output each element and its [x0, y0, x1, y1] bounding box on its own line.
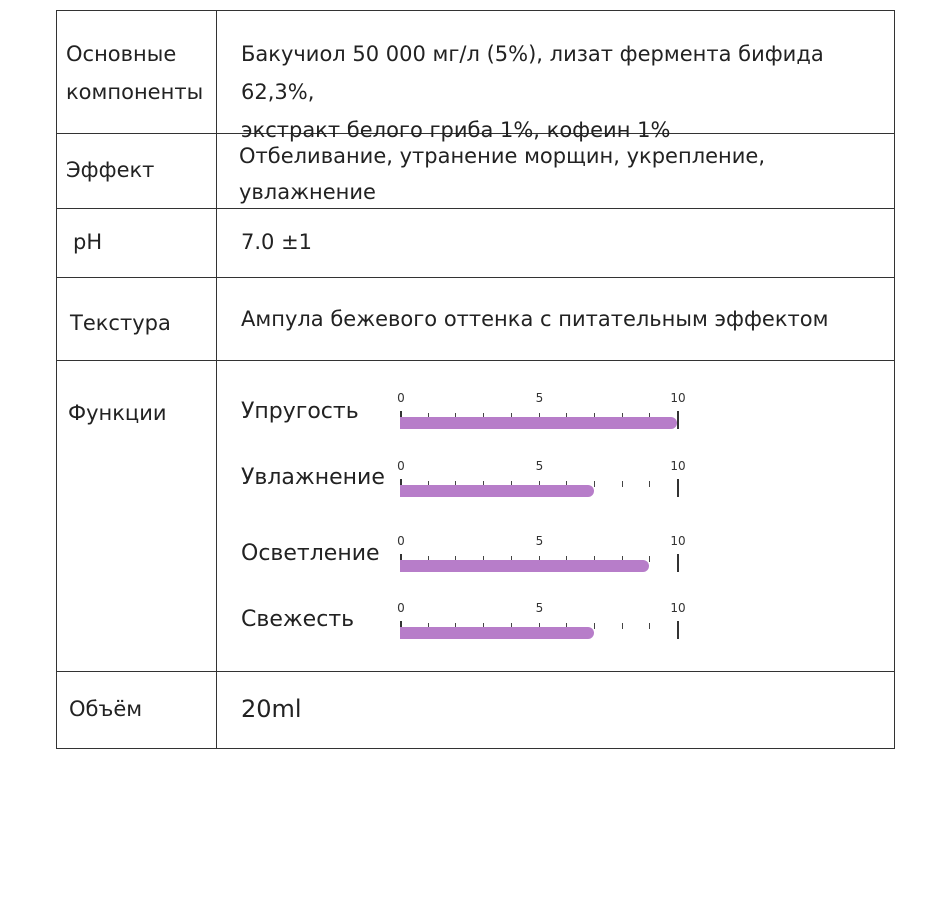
scale-tick-label: 5: [535, 534, 544, 548]
texture-label: Текстура: [70, 311, 171, 335]
row-ph: [57, 209, 894, 278]
scale-end-mark: [677, 411, 679, 429]
scale-tick-label: 0: [397, 391, 405, 405]
ph-value: 7.0 ±1: [241, 230, 313, 254]
scale-tick-label: 5: [535, 391, 544, 405]
scale-tick: [594, 481, 595, 487]
volume-value: 20ml: [241, 695, 302, 723]
scale-tick-label: 10: [670, 601, 686, 615]
scale-tick: [649, 623, 650, 629]
rating-bar: [400, 627, 594, 639]
rating-bar: [400, 485, 594, 497]
components-label: [66, 35, 203, 111]
components-value: [241, 35, 894, 149]
volume-label: Объём: [69, 697, 143, 721]
scale-tick-label: 0: [397, 601, 405, 615]
scale-tick-label: 10: [670, 459, 686, 473]
effect-label: Эффект: [66, 158, 155, 182]
function-label-4: Свежесть: [241, 607, 355, 632]
scale-tick-label: 5: [535, 459, 544, 473]
functions-label: Функции: [68, 401, 167, 425]
components-label-line-2: компоненты: [66, 80, 204, 104]
row-texture: [57, 278, 894, 361]
row-components: [57, 11, 894, 142]
scale-end-mark: [677, 554, 679, 572]
function-label-2: Увлажнение: [241, 465, 385, 490]
scale-tick-label: 0: [397, 534, 405, 548]
rating-bar: [400, 560, 649, 572]
scale-tick: [594, 623, 595, 629]
row-effect: [57, 134, 894, 209]
scale-tick: [622, 623, 623, 629]
function-label-1: Упругость: [241, 399, 359, 424]
scale-end-mark: [677, 479, 679, 497]
effect-value-line-1: Отбеливание, утранение морщин, укрепление,: [239, 144, 766, 168]
scale-end-mark: [677, 621, 679, 639]
texture-value: Ампула бежевого оттенка с питательным эффектом: [241, 307, 829, 331]
scale-tick: [649, 556, 650, 562]
components-label-line-1: Основные: [66, 42, 177, 66]
effect-value: [239, 138, 765, 210]
components-value-line-1: Бакучиол 50 000 мг/л (5%), лизат фермента бифида 62,3%,: [241, 42, 824, 104]
product-spec-table: [56, 10, 895, 749]
scale-tick-label: 10: [670, 534, 686, 548]
rating-scale-2: [397, 459, 686, 509]
scale-tick-label: 5: [535, 601, 544, 615]
components-value-line-2: экстракт белого гриба 1%, кофеин 1%: [241, 118, 671, 142]
scale-tick-label: 10: [670, 391, 686, 405]
row-volume: [57, 672, 894, 748]
function-label-3: Осветление: [241, 541, 380, 566]
ph-label: pH: [73, 230, 103, 254]
rating-scale-1: [397, 391, 686, 441]
effect-value-line-2: увлажнение: [239, 180, 376, 204]
rating-scale-3: [397, 534, 686, 584]
rating-scale-4: [397, 601, 686, 651]
scale-tick: [622, 481, 623, 487]
scale-tick-label: 0: [397, 459, 405, 473]
scale-tick: [649, 481, 650, 487]
rating-bar: [400, 417, 677, 429]
row-functions: [57, 361, 894, 672]
